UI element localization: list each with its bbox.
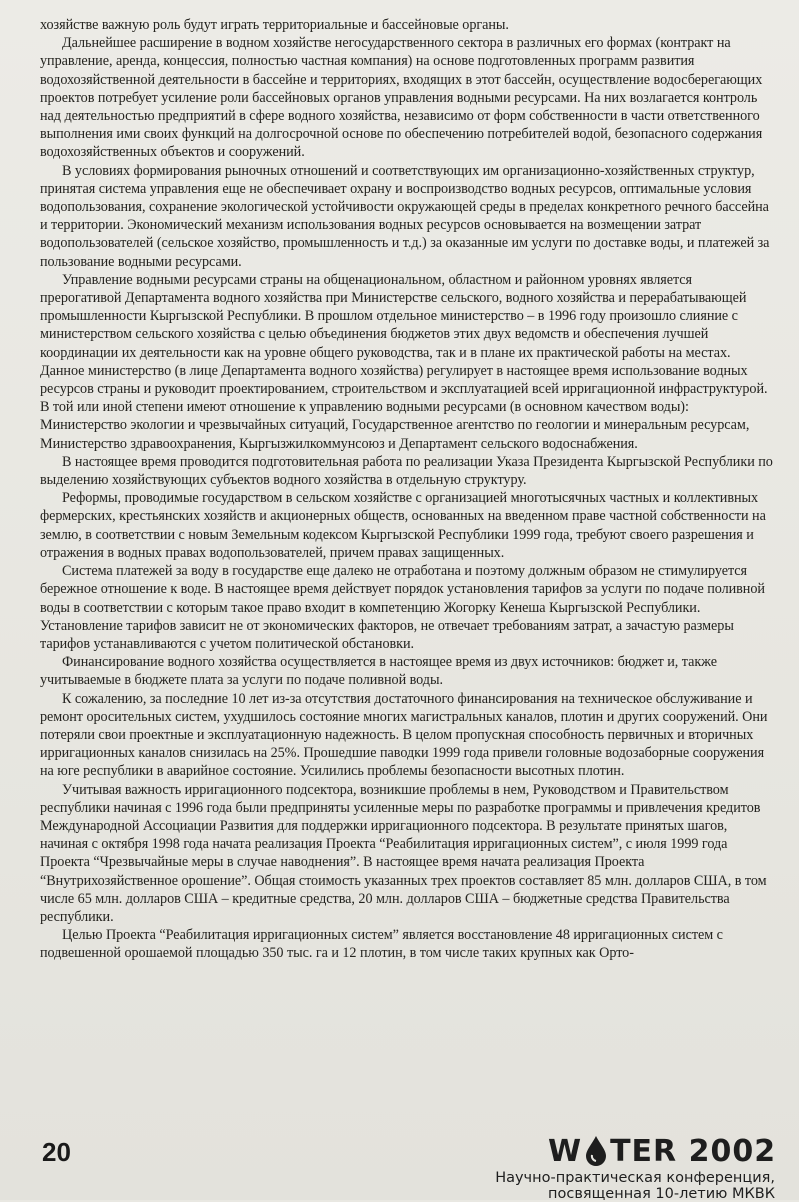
water-2002-logo [548, 1133, 776, 1169]
paragraph: Целью Проекта “Реабилитация ирригационных систем” является восстановление 48 ирригационных систем с подвешенной орошаемой площадью 350 тыс. га и 12 плотин, в том числе таких крупных как Орто- [40, 927, 723, 962]
paragraph: хозяйстве важную роль будут играть территориальные и бассейновые органы. [40, 17, 509, 33]
conference-line: посвященная 10-летию МКВК [548, 1186, 775, 1202]
conference-line: Научно-практическая конференция, [495, 1170, 775, 1186]
paragraph: В настоящее время проводится подготовительная работа по реализации Указа Президента Кыргызской Республики по выделению хозяйствующих субъектов водного хозяйства в отдельную структуру. [40, 453, 773, 489]
paragraph: Управление водными ресурсами страны на общенациональном, областном и районном уровнях является прерогативой Департамента водного хозяйства при Министерстве сельского, водного хозяйства и перерабатывающей промышленности Кыргызской Республики. В прошлом отдельное министерство – в 1996 году произошло слияние с министерством сельского хозяйства с целью объединения бюджетов этих двух ведомств и обеспечения лучшей координации их деятельности как на уровне общего руководства, так и в плане их практической работы на местах. Данное министерство (в лице Департамента водного хозяйства) регулирует в настоящее время использование водных ресурсов страны и руководит проектированием, строительством и эксплуатацией всей ирригационной инфраструктурой. В той или иной степени имеют отношение к управлению водными ресурсами (в основном качеством воды): Министерство экологии и чрезвычайных ситуаций, Государственное агентство по геологии и минеральным ресурсам, Министерство здравоохранения, Кыргызжилкоммунсоюз и Департамент сельского водоснабжения. [40, 271, 768, 452]
paragraph: Учитывая важность ирригационного подсектора, возникшие проблемы в нем, Руководством и Правительством республики начиная с 1996 года были предприняты усиленные меры по разработке программы и привлечения кредитов Международной Ассоциации Развития для поддержки ирригационного подсектора. В результате принятых шагов, начиная с октября 1998 года начата реализация Проекта “Реабилитация ирригационных систем”, с июля 1999 года Проекта “Чрезвычайные меры в случае наводнения”. В настоящее время начата реализация Проекта “Внутрихозяйственное орошение”. Общая стоимость указанных трех проектов составляет 85 млн. долларов США, в том числе 65 млн. долларов США – кредитные средства, 20 млн. долларов США – бюджетные средства Правительства республики. [40, 781, 767, 925]
water-drop-icon [583, 1135, 609, 1167]
logo-text-left: W [548, 1133, 583, 1169]
paragraph: Финансирование водного хозяйства осуществляется в настоящее время из двух источников: бюджет и, также учитываемые в бюджете плата за услуги по подаче поливной воды. [40, 654, 717, 689]
paragraph: Система платежей за воду в государстве еще далеко не отработана и поэтому должным образом не стимулируется бережное отношение к воде. В настоящее время действует порядок установления тарифов за услуги по подаче поливной воды в соответствии с которым такое право входит в компетенцию Жогорку Кенеша Кыргызской Республики. Установление тарифов зависит не от экономических факторов, не отвечает требованиям затрат, а зачастую размеры тарифов устанавливаются с учетом политической обстановки. [40, 563, 765, 652]
paragraph: К сожалению, за последние 10 лет из-за отсутствия достаточного финансирования на техническое обслуживание и ремонт оросительных систем, ухудшилось состояние многих магистральных каналов, плотин и других сооружений. Они потеряли свои проектные и эксплуатационную надежность. В целом пропускная способность первичных и вторичных ирригационных каналов снизилась на 25%. Прошедшие паводки 1999 года привели головные водозаборные сооружения на юге республики в аварийное состояние. Усилились проблемы безопасности высотных плотин. [40, 690, 768, 780]
page-number: 20 [42, 1137, 71, 1167]
paragraph: Дальнейшее расширение в водном хозяйстве негосударственного сектора в различных его формах (контракт на управление, аренда, концессия, полностью частная компания) на основе подготовленных программ развития водохозяйственной деятельности в бассейне и территориях, входящих в этот бассейн, осуществление водосберегающих проектов потребует усиление роли бассейновых органов управления водными ресурсами. На них возлагается контроль над деятельностью предприятий в сфере водного хозяйства, независимо от форм собственности в части ответственного выполнения ими своих функций на долгосрочной основе по обеспечению потребителей водой, безопасного содержания водохозяйственных объектов и сооружений. [40, 35, 763, 161]
body-text [40, 16, 773, 963]
conference-caption [495, 1170, 775, 1202]
paragraph: Реформы, проводимые государством в сельском хозяйстве с организацией многотысячных частных и коллективных фермерских, крестьянских хозяйств и акционерных обществ, основанных на введенном праве частной собственности на землю, в соответствии с новым Земельным кодексом Кыргызской Республики 1999 года, требуют своего разрешения и отражения в водных правах водопользователей, причем правах защищенных. [40, 490, 766, 561]
paragraph: В условиях формирования рыночных отношений и соответствующих им организационно-хозяйственных структур, принятая система управления еще не обеспечивает охрану и воспроизводство водных ресурсов, оптимальные условия водопользования, сохранение экологической устойчивости окружающей среды в пределах конкретного речного бассейна и территории. Экономический механизм использования водных ресурсов основывается на возмещении затрат водопользователей (сельское хозяйство, промышленность и т.д.) за оказанные им услуги по доставке воды, и платежей за пользование водными ресурсами. [40, 162, 770, 270]
logo-text-right: TER 2002 [610, 1133, 777, 1169]
